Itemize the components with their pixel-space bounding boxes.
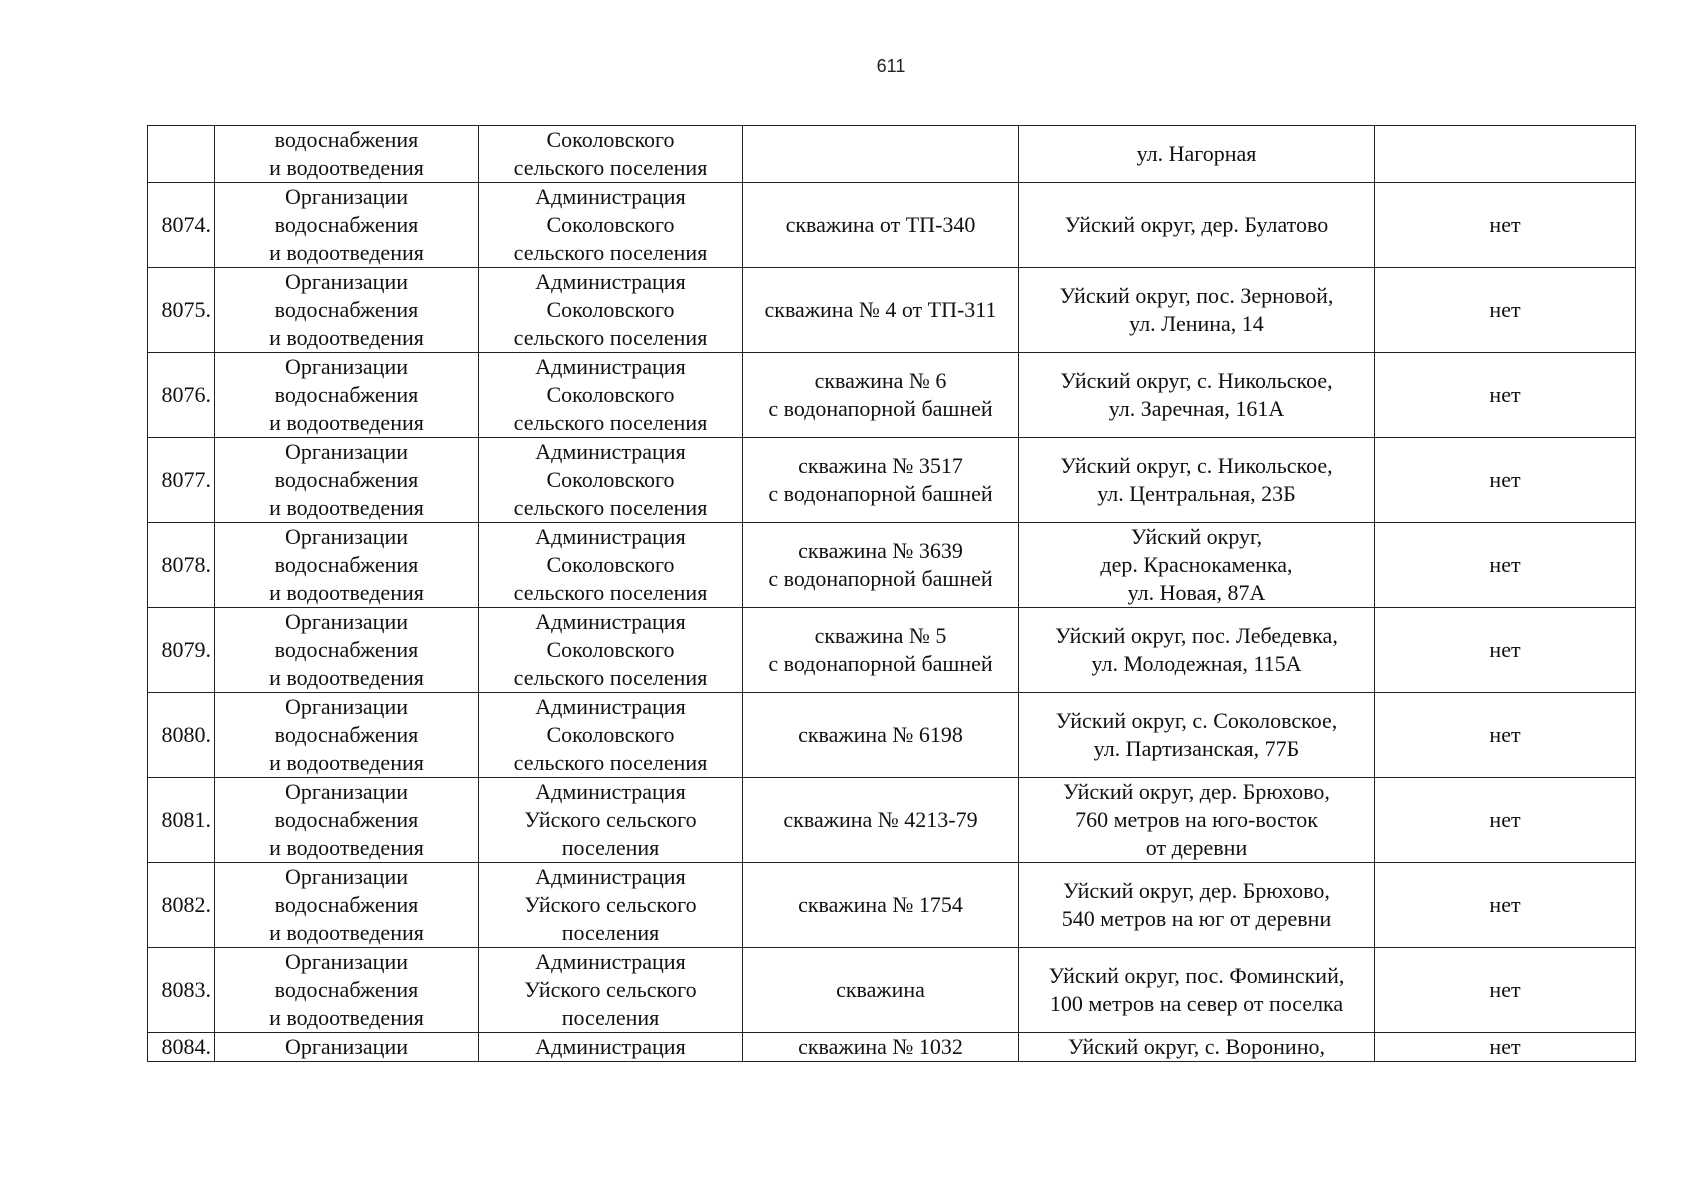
cell-owner: Администрация Соколовского сельского поселения xyxy=(479,523,743,608)
cell-num: 8081. xyxy=(148,778,215,863)
cell-owner: Администрация Уйского сельского поселения xyxy=(479,863,743,948)
cell-address: Уйский округ, с. Воронино, xyxy=(1019,1033,1375,1062)
cell-note: нет xyxy=(1375,778,1636,863)
cell-address: Уйский округ, пос. Зерновой, ул. Ленина, 14 xyxy=(1019,268,1375,353)
table-row xyxy=(148,523,1636,608)
cell-object xyxy=(743,126,1019,183)
cell-org-type: Организации водоснабжения и водоотведения xyxy=(215,693,479,778)
cell-owner: Администрация Соколовского сельского поселения xyxy=(479,693,743,778)
cell-object: скважина № 3517 с водонапорной башней xyxy=(743,438,1019,523)
cell-num: 8075. xyxy=(148,268,215,353)
cell-num: 8082. xyxy=(148,863,215,948)
cell-note: нет xyxy=(1375,948,1636,1033)
table-row xyxy=(148,438,1636,523)
cell-object: скважина № 4 от ТП-311 xyxy=(743,268,1019,353)
cell-org-type: Организации водоснабжения и водоотведения xyxy=(215,608,479,693)
cell-owner: Администрация Соколовского сельского поселения xyxy=(479,268,743,353)
cell-note xyxy=(1375,126,1636,183)
registry-table xyxy=(147,125,1636,1062)
cell-owner: Администрация Уйского сельского поселения xyxy=(479,778,743,863)
cell-num: 8079. xyxy=(148,608,215,693)
cell-num: 8080. xyxy=(148,693,215,778)
cell-address: Уйский округ, дер. Брюхово, 760 метров на юго-восток от деревни xyxy=(1019,778,1375,863)
cell-num: 8077. xyxy=(148,438,215,523)
cell-num: 8074. xyxy=(148,183,215,268)
cell-address: Уйский округ, пос. Лебедевка, ул. Молодежная, 115А xyxy=(1019,608,1375,693)
cell-address: Уйский округ, дер. Булатово xyxy=(1019,183,1375,268)
cell-note: нет xyxy=(1375,353,1636,438)
cell-owner: Администрация Соколовского сельского поселения xyxy=(479,438,743,523)
table-row xyxy=(148,693,1636,778)
cell-note: нет xyxy=(1375,523,1636,608)
cell-note: нет xyxy=(1375,863,1636,948)
cell-num xyxy=(148,126,215,183)
cell-num: 8076. xyxy=(148,353,215,438)
cell-org-type: Организации водоснабжения и водоотведения xyxy=(215,183,479,268)
cell-owner: Администрация Соколовского сельского поселения xyxy=(479,183,743,268)
cell-note: нет xyxy=(1375,438,1636,523)
table-row xyxy=(148,608,1636,693)
cell-org-type: Организации водоснабжения и водоотведения xyxy=(215,863,479,948)
cell-owner: Администрация xyxy=(479,1033,743,1062)
cell-note: нет xyxy=(1375,1033,1636,1062)
cell-note: нет xyxy=(1375,608,1636,693)
cell-org-type: Организации водоснабжения и водоотведения xyxy=(215,948,479,1033)
cell-org-type: Организации водоснабжения и водоотведения xyxy=(215,438,479,523)
cell-org-type: Организации водоснабжения и водоотведения xyxy=(215,268,479,353)
page-number: 611 xyxy=(876,56,906,76)
table-row xyxy=(148,948,1636,1033)
cell-address: Уйский округ, дер. Краснокаменка, ул. Новая, 87А xyxy=(1019,523,1375,608)
cell-object: скважина № 6 с водонапорной башней xyxy=(743,353,1019,438)
cell-num: 8084. xyxy=(148,1033,215,1062)
cell-object: скважина № 5 с водонапорной башней xyxy=(743,608,1019,693)
cell-object: скважина № 1032 xyxy=(743,1033,1019,1062)
table-row-continuation xyxy=(148,126,1636,183)
cell-org-type: Организации водоснабжения и водоотведения xyxy=(215,523,479,608)
cell-num: 8083. xyxy=(148,948,215,1033)
table-row xyxy=(148,863,1636,948)
cell-address: Уйский округ, дер. Брюхово, 540 метров на юг от деревни xyxy=(1019,863,1375,948)
cell-object: скважина № 4213-79 xyxy=(743,778,1019,863)
cell-object: скважина xyxy=(743,948,1019,1033)
cell-note: нет xyxy=(1375,183,1636,268)
cell-owner: Соколовского сельского поселения xyxy=(479,126,743,183)
cell-note: нет xyxy=(1375,268,1636,353)
table-row xyxy=(148,268,1636,353)
table-row xyxy=(148,183,1636,268)
cell-org-type: Организации водоснабжения и водоотведения xyxy=(215,778,479,863)
cell-num: 8078. xyxy=(148,523,215,608)
cell-address: Уйский округ, пос. Фоминский, 100 метров на север от поселка xyxy=(1019,948,1375,1033)
cell-object: скважина № 6198 xyxy=(743,693,1019,778)
table-row xyxy=(148,1033,1636,1062)
cell-address: Уйский округ, с. Никольское, ул. Центральная, 23Б xyxy=(1019,438,1375,523)
cell-address: Уйский округ, с. Соколовское, ул. Партизанская, 77Б xyxy=(1019,693,1375,778)
cell-owner: Администрация Уйского сельского поселения xyxy=(479,948,743,1033)
table-row xyxy=(148,353,1636,438)
cell-note: нет xyxy=(1375,693,1636,778)
cell-org-type: Организации водоснабжения и водоотведения xyxy=(215,353,479,438)
cell-owner: Администрация Соколовского сельского поселения xyxy=(479,608,743,693)
cell-address: ул. Нагорная xyxy=(1019,126,1375,183)
table-row xyxy=(148,778,1636,863)
cell-object: скважина № 1754 xyxy=(743,863,1019,948)
cell-address: Уйский округ, с. Никольское, ул. Заречная, 161А xyxy=(1019,353,1375,438)
cell-org-type: Организации xyxy=(215,1033,479,1062)
cell-object: скважина № 3639 с водонапорной башней xyxy=(743,523,1019,608)
registry-table-body xyxy=(148,126,1636,1062)
cell-object: скважина от ТП-340 xyxy=(743,183,1019,268)
cell-owner: Администрация Соколовского сельского поселения xyxy=(479,353,743,438)
cell-org-type: водоснабжения и водоотведения xyxy=(215,126,479,183)
